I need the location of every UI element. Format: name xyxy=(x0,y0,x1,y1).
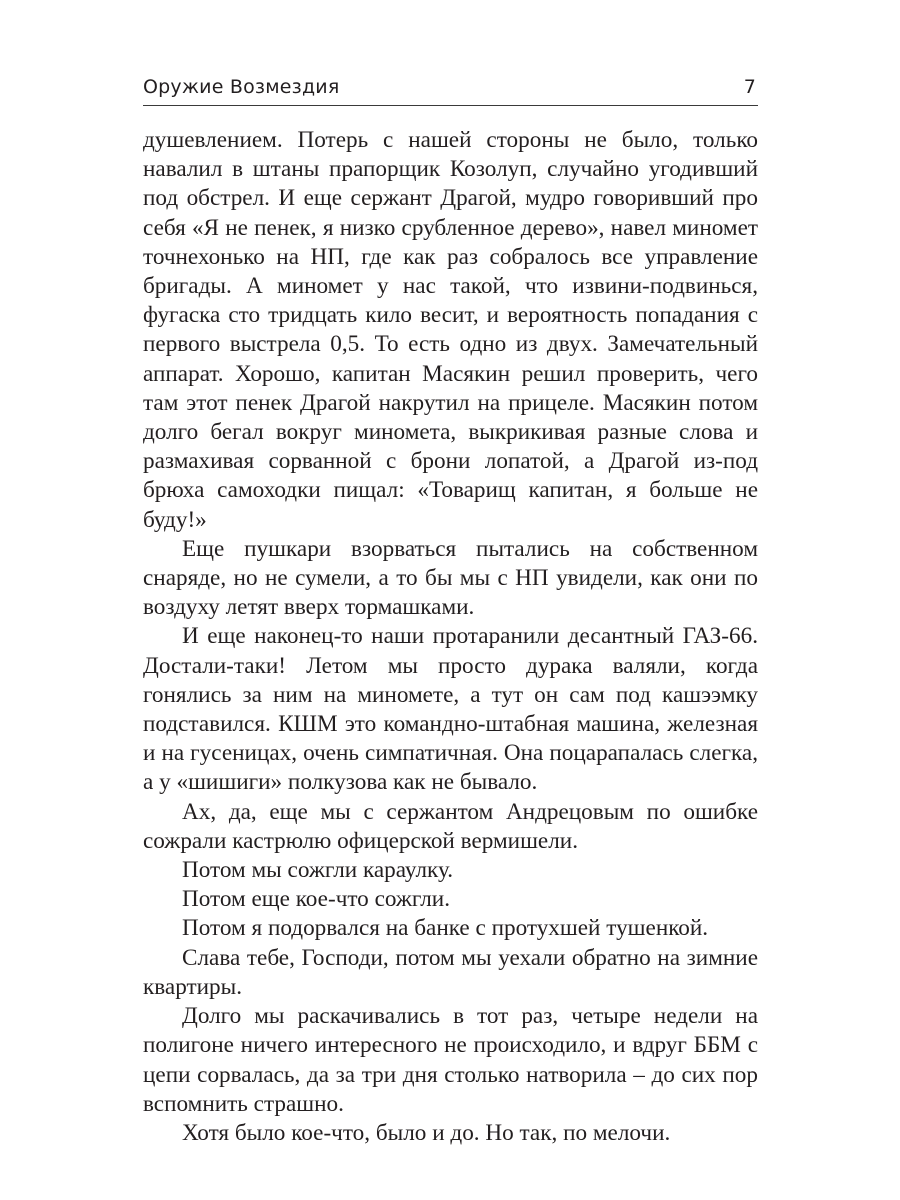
running-head-title: Оружие Возмездия xyxy=(143,76,340,98)
running-head xyxy=(143,74,758,106)
page-number: 7 xyxy=(743,76,756,98)
paragraph: Потом я подорвался на банке с протухшей тушенкой. xyxy=(182,915,709,942)
paragraph: Ах, да, еще мы с сержантом Андрецовым по ошибке сожрали кастрюлю офицерской вермишели. xyxy=(143,798,758,854)
paragraph: Слава тебе, Господи, потом мы уехали обратно на зимние квартиры. xyxy=(143,944,758,1000)
paragraph: Потом мы сожгли караулку. xyxy=(182,857,454,884)
body-text xyxy=(143,126,758,1148)
paragraph: Еще пушкари взорваться пытались на собственном снаряде, но не сумели, а то бы мы с НП увидели, как они по воздуху летят вверх тормашками. xyxy=(143,535,758,621)
paragraph: душевлением. Потерь с нашей стороны не было, только навалил в штаны прапорщик Козолуп, случайно угодивший под обстрел. И еще сержант Драгой, мудро говоривший про себя «Я не пенек, я низко срубленное дерево», навел миномет точнехонько на НП, где как раз собралось все управление бригады. А миномет у нас такой, что извини-подвинься, фугаска сто тридцать кило весит, и вероятность попадания с первого выстрела 0,5. То есть одно из двух. Замечательный аппарат. Хорошо, капитан Масякин решил проверить, чего там этот пенек Драгой накрутил на прицеле. Масякин потом долго бегал вокруг миномета, выкрикивая разные слова и размахивая сорванной с брони лопатой, а Драгой из-под брюха самоходки пищал: «Товарищ капитан, я больше не буду!» xyxy=(143,127,758,533)
paragraph: Хотя было кое-что, было и до. Но так, по мелочи. xyxy=(182,1119,671,1146)
book-page xyxy=(143,74,758,1148)
paragraph: Потом еще кое-что сожгли. xyxy=(182,886,451,913)
paragraph: Долго мы раскачивались в тот раз, четыре недели на полигоне ничего интересного не происходило, и вдруг ББМ с цепи сорвалась, да за три дня столько натворила – до сих пор вспомнить страшно. xyxy=(143,1003,758,1117)
paragraph: И еще наконец-то наши протаранили десантный ГАЗ-66. Достали-таки! Летом мы просто дурака валяли, когда гонялись за ним на миномете, а тут он сам под кашээмку подставился. КШМ это командно-штабная машина, железная и на гусеницах, очень симпатичная. Она поцарапалась слегка, а у «шишиги» полкузова как не бывало. xyxy=(143,623,758,796)
